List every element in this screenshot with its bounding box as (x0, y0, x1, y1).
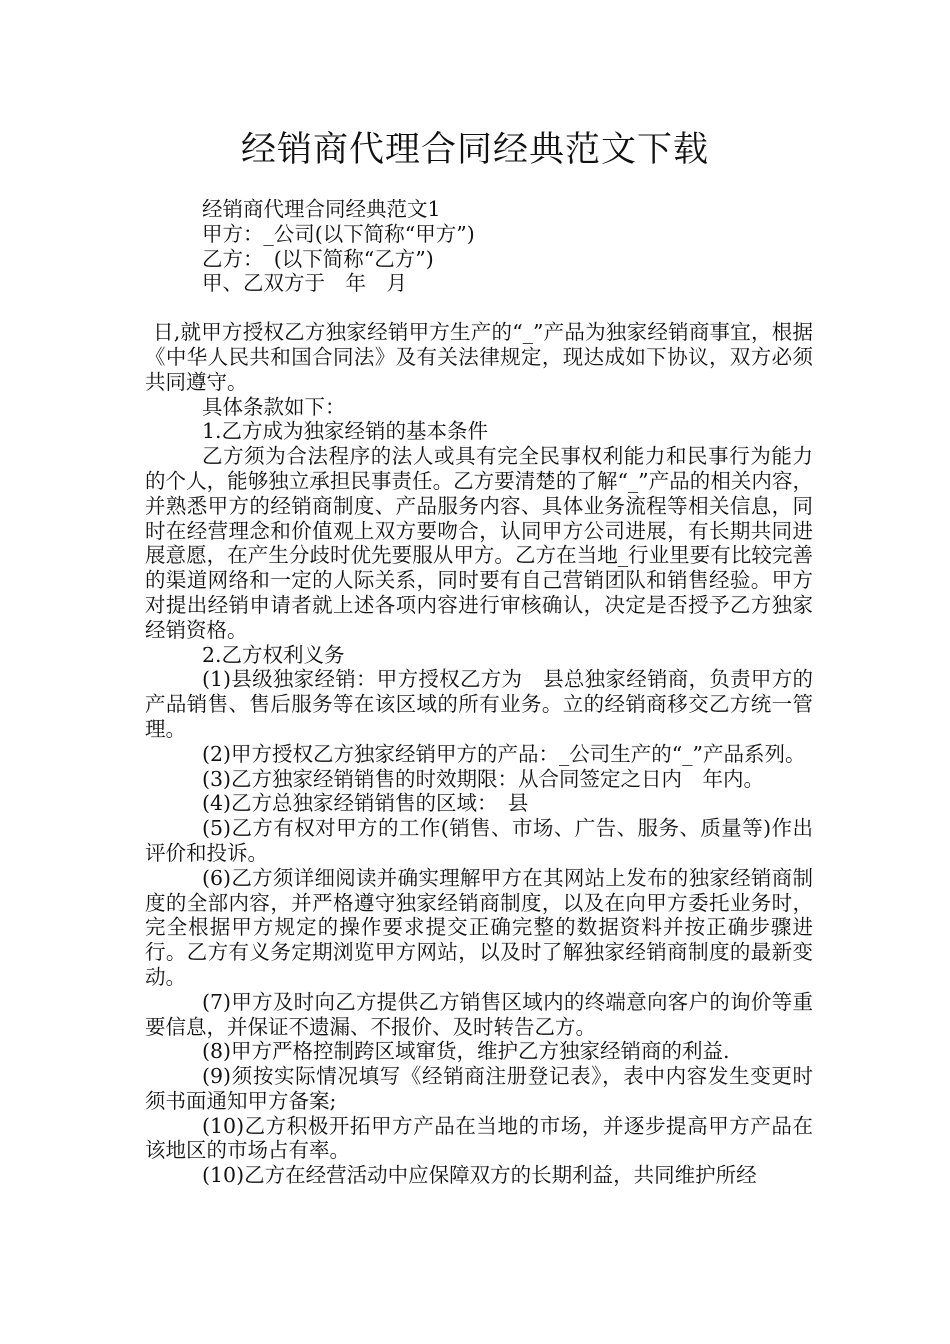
clause: (5)乙方有权对甲方的工作(销售、市场、广告、服务、质量等)作出评价和投诉。 (145, 816, 813, 865)
document-body (145, 197, 813, 1188)
header-line: 经销商代理合同经典范文1 (202, 197, 441, 221)
clause: (10)乙方积极开拓甲方产品在当地的市场，并逐步提高甲方产品在该地区的市场占有率。 (145, 1113, 813, 1163)
paragraph: 乙方须为合法程序的法人或具有完全民事权利能力和民事行为能力的个人，能够独立承担民事责任。乙方要清楚的了解“_”产品的相关内容，并熟悉甲方的经销商制度、产品服务内容、具体业务流程等相关信息，同时在经营理念和价值观上双方要吻合，认同甲方公司进展，有长期共同进展意愿，在产生分歧时优先要服从甲方。乙方在当地_行业里要有比较完善的渠道网络和一定的人际关系，同时要有自己营销团队和销售经验。甲方对提出经销申请者就上述各项内容进行审核确认，决定是否授予乙方独家经销资格。 (145, 444, 813, 642)
section-heading: 2.乙方权利义务 (202, 642, 345, 667)
clause: (7)甲方及时向乙方提供乙方销售区域内的终端意向客户的询价等重要信息，并保证不遗漏、不报价、及时转告乙方。 (145, 989, 813, 1039)
spacer (145, 296, 813, 320)
clause: (6)乙方须详细阅读并确实理解甲方在其网站上发布的独家经销商制度的全部内容，并严格遵守独家经销商制度，以及在向甲方委托业务时，完全根据甲方规定的操作要求提交正确完整的数据资料并按正确步骤进行。乙方有义务定期浏览甲方网站，以及时了解独家经销商制度的最新变动。 (145, 865, 813, 989)
header-line: 乙方： (以下简称“乙方”) (202, 246, 434, 271)
clause: (9)须按实际情况填写《经销商注册登记表》，表中内容发生变更时须书面通知甲方备案; (145, 1064, 813, 1113)
clause: (10)乙方在经营活动中应保障双方的长期利益，共同维护所经 (202, 1163, 757, 1188)
header-line: 甲方：_公司(以下简称“甲方”) (202, 221, 475, 246)
paragraph: 日,就甲方授权乙方独家经销甲方生产的“_”产品为独家经销商事宜，根据《中华人民共和国合同法》及有关法律规定，现达成如下协议，双方必须共同遵守。 (145, 320, 813, 394)
document-title: 经销商代理合同经典范文下载 (240, 130, 709, 170)
clause: (8)甲方严格控制跨区域窜货，维护乙方独家经销商的利益. (202, 1039, 730, 1064)
section-heading: 1.乙方成为独家经销的基本条件 (202, 419, 489, 444)
clause: (4)乙方总独家经销销售的区域： 县 (202, 791, 529, 816)
clause: (2)甲方授权乙方独家经销甲方的产品：_公司生产的“_”产品系列。 (202, 741, 806, 766)
header-line: 甲、乙双方于 年 月 (202, 271, 407, 296)
clause: (3)乙方独家经销销售的时效期限：从合同签定之日内 年内。 (202, 766, 765, 791)
clause: (1)县级独家经销：甲方授权乙方为 县总独家经销商，负责甲方的产品销售、售后服务等在该区域的所有业务。立的经销商移交乙方统一管理。 (145, 667, 813, 741)
paragraph: 具体条款如下： (202, 394, 346, 419)
